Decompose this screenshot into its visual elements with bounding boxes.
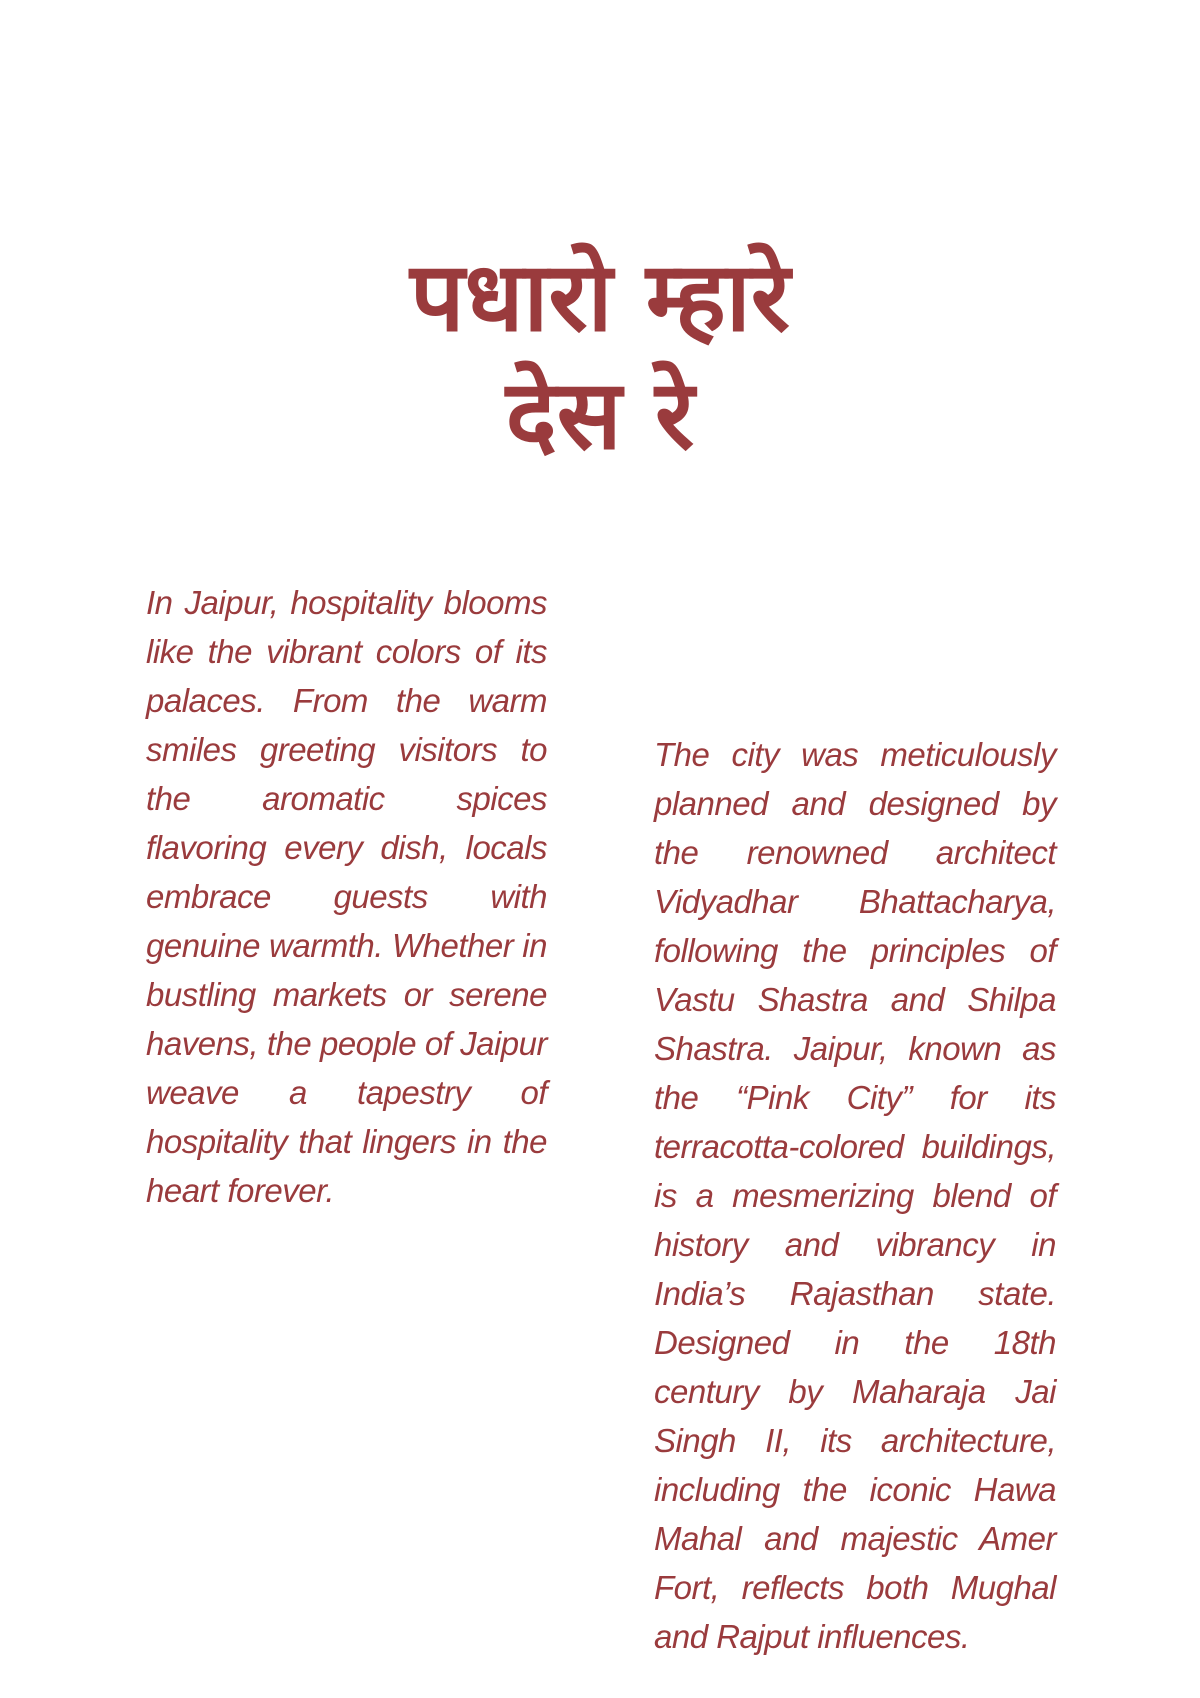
right-column-paragraph: The city was meticulously planned and designed by the renowned architect Vidyadhar Bhattacharya, following the principles of Vastu Shastra and Shilpa Shastra. Jaipur, known as the “Pink City” for its terracotta-colored buildings, is a mesmerizing blend of history and vibrancy in India’s Rajasthan state. Designed in the 18th century by Maharaja Jai Singh II, its architecture, including the iconic Hawa Mahal and majestic Amer Fort, reflects both Mughal and Rajput influences. — [654, 736, 1056, 1655]
title-line-1: पधारो म्हारे — [409, 241, 791, 353]
page-title — [0, 238, 1200, 474]
left-column-paragraph: In Jaipur, hospitality blooms like the vibrant colors of its palaces. From the warm smiles greeting visitors to the aromatic spices flavoring every dish, locals embrace guests with genuine warmth. Whether in bustling markets or serene havens, the people of Jaipur weave a tapestry of hospitality that lingers in the heart forever. — [146, 584, 547, 1209]
title-line-2: देस रे — [505, 359, 695, 471]
